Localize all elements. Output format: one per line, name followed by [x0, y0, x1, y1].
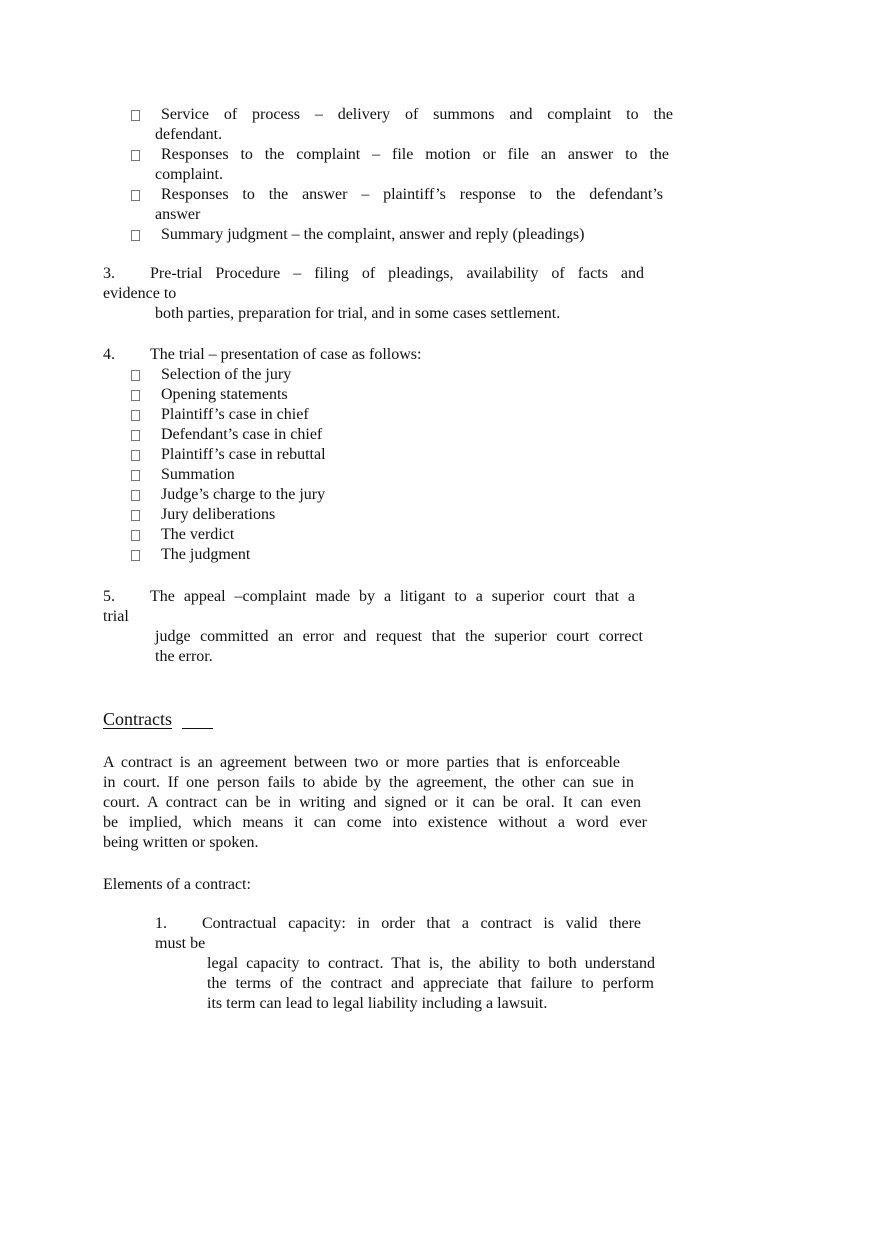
- elements-label: Elements of a contract:: [103, 876, 251, 893]
- bullet-line-cont: complaint.: [155, 166, 223, 183]
- checkbox-glyph-icon: [131, 370, 140, 381]
- paragraph-line: be implied, which means it can come into existence without a word ever: [103, 814, 647, 831]
- step-line: The appeal –complaint made by a litigant to a superior court that a: [150, 588, 635, 605]
- step-number: 5.: [103, 588, 115, 605]
- step-line: Pre-trial Procedure – filing of pleadings, availability of facts and: [150, 265, 644, 282]
- step-line: both parties, preparation for trial, and in some cases settlement.: [155, 305, 561, 322]
- paragraph-line: court. A contract can be in writing and signed or it can be oral. It can even: [103, 794, 641, 811]
- checkbox-glyph-icon: [131, 150, 140, 161]
- step-line: the error.: [155, 648, 213, 665]
- section-heading-contracts: Contracts: [103, 709, 172, 729]
- trial-list-label: Jury deliberations: [161, 506, 276, 523]
- checkbox-glyph-icon: [131, 550, 140, 561]
- step-line: evidence to: [103, 285, 177, 302]
- element-line: legal capacity to contract. That is, the ability to both understand: [207, 955, 655, 972]
- trial-list-label: The verdict: [161, 526, 235, 543]
- step-line: trial: [103, 608, 129, 625]
- element-line: must be: [155, 935, 206, 952]
- checkbox-glyph-icon: [131, 230, 140, 241]
- paragraph-line: being written or spoken.: [103, 834, 259, 851]
- trial-list-label: Opening statements: [161, 386, 288, 403]
- element-number: 1.: [155, 915, 167, 932]
- step-number: 3.: [103, 265, 115, 282]
- step-intro: The trial – presentation of case as follows:: [150, 346, 422, 363]
- element-line: its term can lead to legal liability including a lawsuit.: [207, 995, 548, 1012]
- trial-list-label: Defendant’s case in chief: [161, 426, 323, 443]
- step-number: 4.: [103, 346, 115, 363]
- checkbox-glyph-icon: [131, 510, 140, 521]
- checkbox-glyph-icon: [131, 470, 140, 481]
- bullet-line-cont: answer: [155, 206, 201, 223]
- trial-list-label: Selection of the jury: [161, 366, 292, 383]
- checkbox-glyph-icon: [131, 410, 140, 421]
- checkbox-glyph-icon: [131, 430, 140, 441]
- bullet-line-cont: defendant.: [155, 126, 223, 143]
- paragraph-line: in court. If one person fails to abide by the agreement, the other can sue in: [103, 774, 634, 791]
- bullet-line: Responses to the complaint – file motion or file an answer to the: [161, 146, 669, 163]
- step-line: judge committed an error and request that the superior court correct: [155, 628, 643, 645]
- checkbox-glyph-icon: [131, 190, 140, 201]
- checkbox-glyph-icon: [131, 450, 140, 461]
- paragraph-line: A contract is an agreement between two or more parties that is enforceable: [103, 754, 620, 771]
- trial-list-label: Plaintiff’s case in chief: [161, 406, 309, 423]
- trial-list-label: Summation: [161, 466, 235, 483]
- bullet-line: Service of process – delivery of summons and complaint to the: [161, 106, 673, 123]
- bullet-line: Summary judgment – the complaint, answer and reply (pleadings): [161, 226, 585, 243]
- element-line: the terms of the contract and appreciate that failure to perform: [207, 975, 654, 992]
- checkbox-glyph-icon: [131, 530, 140, 541]
- checkbox-glyph-icon: [131, 110, 140, 121]
- heading-underline-rule: [182, 728, 213, 729]
- checkbox-glyph-icon: [131, 490, 140, 501]
- element-line: Contractual capacity: in order that a contract is valid there: [202, 915, 641, 932]
- trial-list-label: The judgment: [161, 546, 251, 563]
- trial-list-label: Judge’s charge to the jury: [161, 486, 326, 503]
- bullet-line: Responses to the answer – plaintiff’s response to the defendant’s: [161, 186, 663, 203]
- trial-list-label: Plaintiff’s case in rebuttal: [161, 446, 326, 463]
- checkbox-glyph-icon: [131, 390, 140, 401]
